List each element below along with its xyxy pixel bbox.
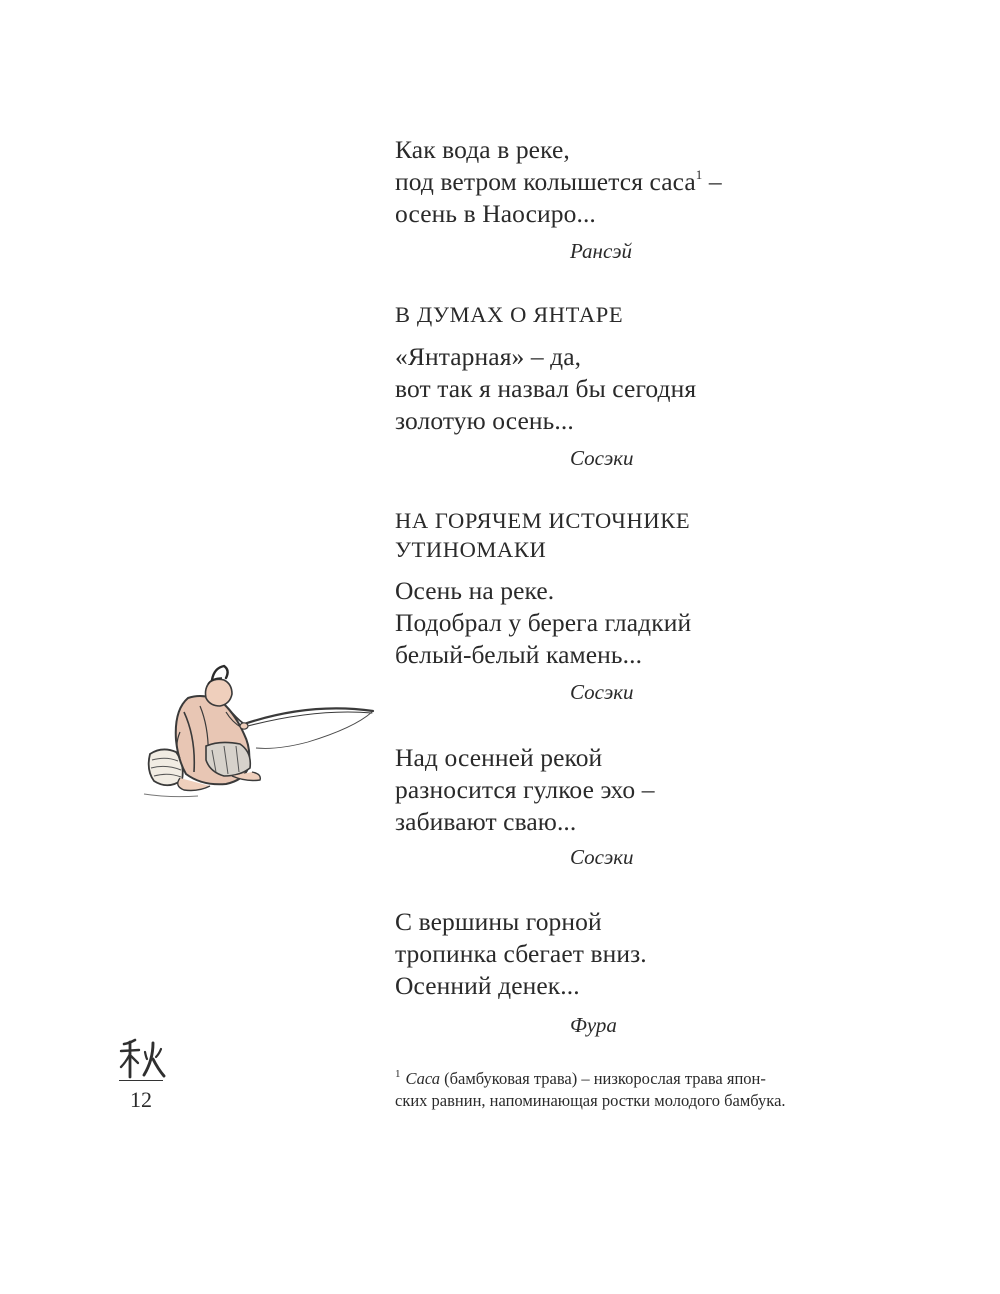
footnote-mark: 1 bbox=[395, 1067, 401, 1080]
heading-line: НА ГОРЯЧЕМ ИСТОЧНИКЕ bbox=[395, 508, 691, 533]
poem-heading bbox=[395, 506, 690, 564]
footnote bbox=[395, 1068, 875, 1112]
poem-line: Осенний денек... bbox=[395, 971, 580, 1000]
poem-line bbox=[395, 166, 722, 198]
poem-line: вот так я назвал бы сегодня bbox=[395, 374, 697, 403]
poem-4 bbox=[395, 742, 655, 838]
poem-author: Сосэки bbox=[570, 845, 634, 869]
poem-line: Осень на реке. bbox=[395, 576, 555, 605]
footnote-line bbox=[395, 1068, 875, 1090]
poem-3 bbox=[395, 575, 691, 671]
page-number-rule bbox=[119, 1080, 163, 1081]
poem-author: Фура bbox=[570, 1013, 617, 1037]
autumn-kanji-icon bbox=[118, 1036, 166, 1080]
poem-author: Сосэки bbox=[570, 446, 634, 470]
poem-line: осень в Наосиро... bbox=[395, 199, 596, 228]
poem-line: С вершины горной bbox=[395, 907, 602, 936]
footnote-text: (бамбуковая трава) – низкорослая трава япон- bbox=[440, 1069, 766, 1088]
poem-1 bbox=[395, 134, 722, 230]
poem-author: Рансэй bbox=[570, 239, 633, 263]
poem-line: тропинка сбегает вниз. bbox=[395, 939, 647, 968]
poem-line: Подобрал у берега гладкий bbox=[395, 608, 692, 637]
poem-2 bbox=[395, 341, 696, 437]
poem-line: «Янтарная» – да, bbox=[395, 342, 582, 371]
poem-line: забивают сваю... bbox=[395, 807, 577, 836]
poem-line: разносится гулкое эхо – bbox=[395, 775, 655, 804]
poem-5 bbox=[395, 906, 647, 1002]
fisherman-illustration bbox=[140, 660, 380, 805]
poem-line: золотую осень... bbox=[395, 406, 574, 435]
poem-author: Сосэки bbox=[570, 680, 634, 704]
heading-line: УТИНОМАКИ bbox=[395, 537, 547, 562]
poem-line: Как вода в реке, bbox=[395, 135, 570, 164]
footnote-reference[interactable]: 1 bbox=[695, 166, 703, 182]
poem-line-text: под ветром колышется саса bbox=[395, 167, 696, 196]
poem-line-dash: – bbox=[702, 167, 722, 196]
page-number: 12 bbox=[130, 1087, 152, 1112]
poem-heading bbox=[395, 300, 623, 329]
heading-line: В ДУМАХ О ЯНТАРЕ bbox=[395, 302, 624, 327]
poem-line: Над осенней рекой bbox=[395, 743, 603, 772]
footnote-line: ских равнин, напоминающая ростки молодого бамбука. bbox=[395, 1091, 786, 1110]
footnote-term: Саса bbox=[405, 1069, 441, 1088]
poem-line: белый-белый камень... bbox=[395, 640, 643, 669]
